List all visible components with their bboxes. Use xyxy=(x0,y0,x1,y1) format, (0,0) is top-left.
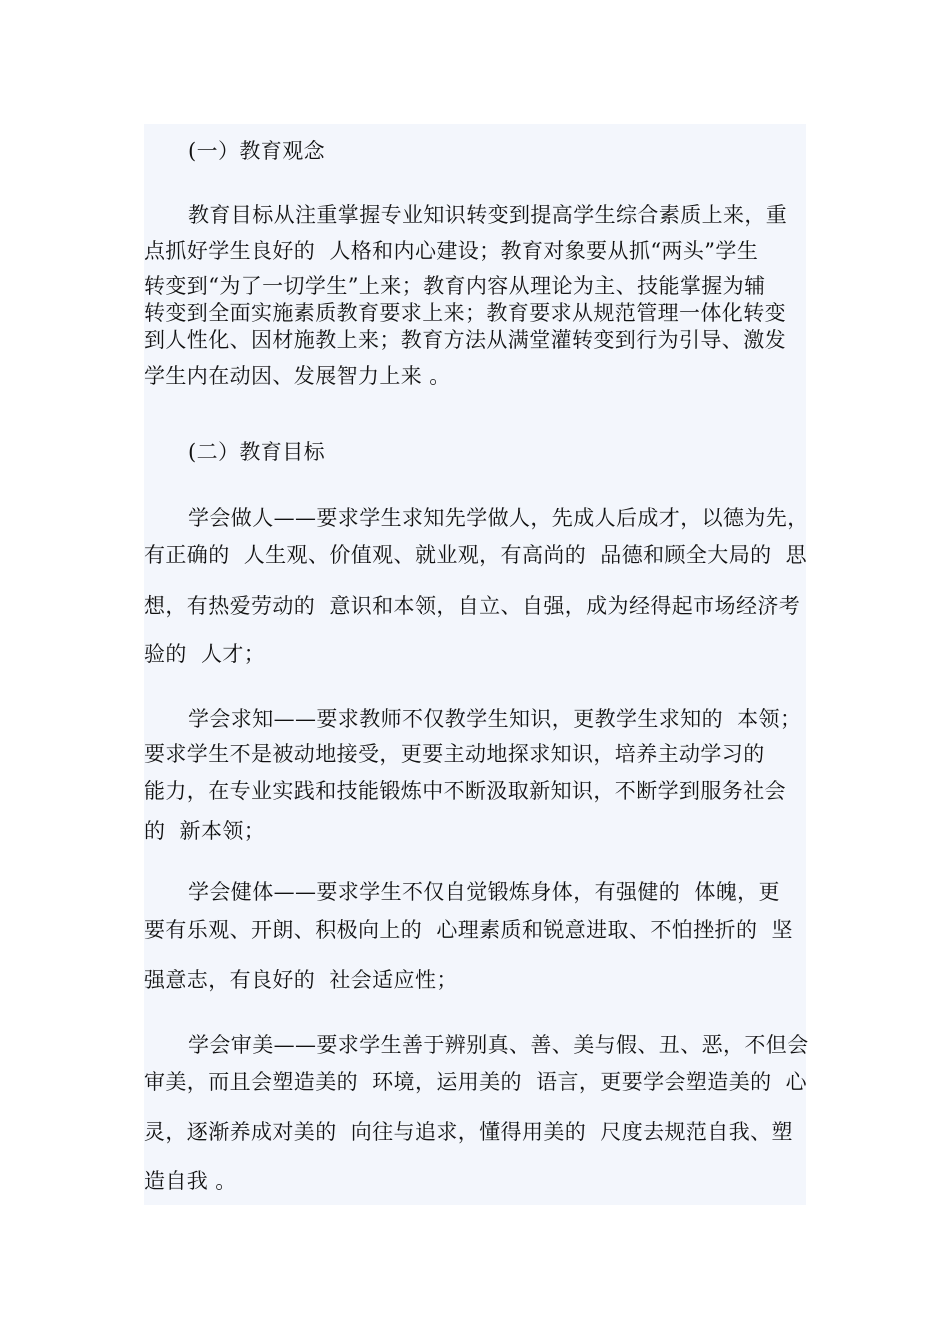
paragraph-line: 有正确的 人生观、价值观、就业观，有高尚的 品德和顾全大局的 思 xyxy=(144,543,808,567)
paragraph-line: 审美，而且会塑造美的 环境，运用美的 语言，更要学会塑造美的 心 xyxy=(144,1070,808,1094)
paragraph-line: 学会审美——要求学生善于辨别真、善、美与假、丑、恶，不但会 xyxy=(188,1033,809,1057)
paragraph-line: 转变到全面实施素质教育要求上来；教育要求从规范管理一体化转变 xyxy=(144,301,786,325)
paragraph-line: 能力，在专业实践和技能锻炼中不断汲取新知识，不断学到服务社会 xyxy=(144,779,786,803)
paragraph-line: 要有乐观、开朗、积极向上的 心理素质和锐意进取、不怕挫折的 坚 xyxy=(144,918,793,942)
paragraph-line: 转变到“为了一切学生”上来；教育内容从理论为主、技能掌握为辅 xyxy=(144,274,766,298)
paragraph-line: 要求学生不是被动地接受，更要主动地探求知识，培养主动学习的 xyxy=(144,742,765,766)
paragraph-line: 点抓好学生良好的 人格和内心建设；教育对象要从抓“两头”学生 xyxy=(144,239,759,263)
paragraph-line: 到人性化、因材施教上来；教育方法从满堂灌转变到行为引导、激发 xyxy=(144,328,786,352)
paragraph-line: 学会求知——要求教师不仅教学生知识，更教学生求知的 本领； xyxy=(188,707,802,731)
paragraph-line: 强意志，有良好的 社会适应性； xyxy=(144,968,458,992)
section-heading-education-concept: (一）教育观念 xyxy=(188,139,325,163)
paragraph-line: 学会做人——要求学生求知先学做人，先成人后成才，以德为先， xyxy=(188,506,809,530)
section-heading-education-goals: (二）教育目标 xyxy=(188,440,325,464)
paragraph-line: 造自我 。 xyxy=(144,1169,237,1193)
paragraph-line: 教育目标从注重掌握专业知识转变到提高学生综合素质上来，重 xyxy=(188,203,788,227)
paragraph-line: 学生内在动因、发展智力上来 。 xyxy=(144,364,451,388)
paragraph-line: 想，有热爱劳动的 意识和本领，自立、自强，成为经得起市场经济考 xyxy=(144,594,801,618)
paragraph-line: 验的 人才； xyxy=(144,642,266,666)
paragraph-line: 的 新本领； xyxy=(144,819,266,843)
paragraph-line: 灵，逐渐养成对美的 向往与追求，懂得用美的 尺度去规范自我、塑 xyxy=(144,1120,793,1144)
paragraph-line: 学会健体——要求学生不仅自觉锻炼身体，有强健的 体魄，更 xyxy=(188,880,780,904)
